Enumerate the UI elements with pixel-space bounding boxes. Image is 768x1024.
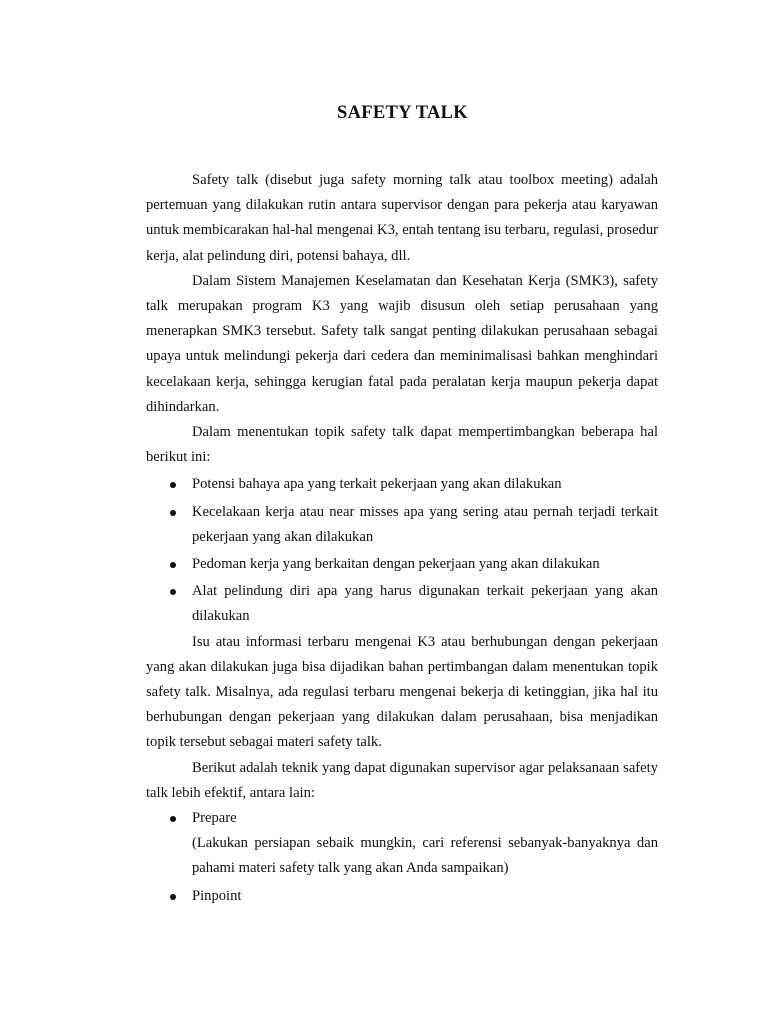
list-item-text: Kecelakaan kerja atau near misses apa yang sering atau pernah terjadi terkait pekerjaan yang akan dilakukan — [192, 503, 658, 545]
list-item-text: Pedoman kerja yang berkaitan dengan pekerjaan yang akan dilakukan — [192, 556, 600, 573]
list-item — [146, 472, 658, 497]
bullet-icon — [170, 510, 176, 516]
list-item — [146, 806, 658, 882]
paragraph-topic-intro: Dalam menentukan topik safety talk dapat mempertimbangkan beberapa hal berikut ini: — [146, 424, 658, 466]
list-item — [146, 884, 658, 909]
list-item — [146, 579, 658, 629]
list-item-text: Alat pelindung diri apa yang harus digunakan terkait pekerjaan yang akan dilakukan — [192, 583, 658, 625]
paragraph-definition: Safety talk (disebut juga safety morning talk atau toolbox meeting) adalah pertemuan yang dilakukan rutin antara supervisor dengan para pekerja atau karyawan untuk membicarakan hal-hal mengenai K3, entah tentang isu terbaru, regulasi, prosedur kerja, alat pelindung diri, potensi bahaya, dll. — [146, 172, 658, 264]
document-body — [146, 168, 658, 909]
list-item — [146, 552, 658, 577]
technique-label: Prepare — [192, 810, 237, 827]
paragraph-technique-intro: Berikut adalah teknik yang dapat digunakan supervisor agar pelaksanaan safety talk lebih efektif, antara lain: — [146, 759, 658, 801]
bullet-icon — [170, 589, 176, 595]
paragraph-smk3: Dalam Sistem Manajemen Keselamatan dan Kesehatan Kerja (SMK3), safety talk merupakan program K3 yang wajib disusun oleh setiap perusahaan yang menerapkan SMK3 tersebut. Safety talk sangat penting dilakukan perusahaan sebagai upaya untuk melindungi pekerja dari cedera dan meminimalisasi bahkan menghindari kecelakaan kerja, sehingga kerugian fatal pada peralatan kerja maupun pekerja dapat dihindarkan. — [146, 272, 658, 415]
bullet-icon — [170, 816, 176, 822]
list-item-text: Potensi bahaya apa yang terkait pekerjaan yang akan dilakukan — [192, 476, 562, 493]
paragraph-latest-issues: Isu atau informasi terbaru mengenai K3 atau berhubungan dengan pekerjaan yang akan dilakukan juga bisa dijadikan bahan pertimbangan dalam menentukan topik safety talk. Misalnya, ada regulasi terbaru mengenai bekerja di ketinggian, jika hal itu berhubungan dengan pekerjaan yang dilakukan dalam perusahaan, bisa menjadikan topik tersebut sebagai materi safety talk. — [146, 633, 658, 751]
bullet-icon — [170, 894, 176, 900]
topic-bullet-list — [146, 472, 658, 629]
bullet-icon — [170, 562, 176, 568]
bullet-icon — [170, 482, 176, 488]
list-item — [146, 500, 658, 550]
technique-detail: (Lakukan persiapan sebaik mungkin, cari referensi sebanyak-banyaknya dan pahami materi safety talk yang akan Anda sampaikan) — [192, 835, 658, 877]
technique-bullet-list — [146, 806, 658, 909]
technique-label: Pinpoint — [192, 887, 242, 904]
document-title: SAFETY TALK — [337, 103, 468, 123]
